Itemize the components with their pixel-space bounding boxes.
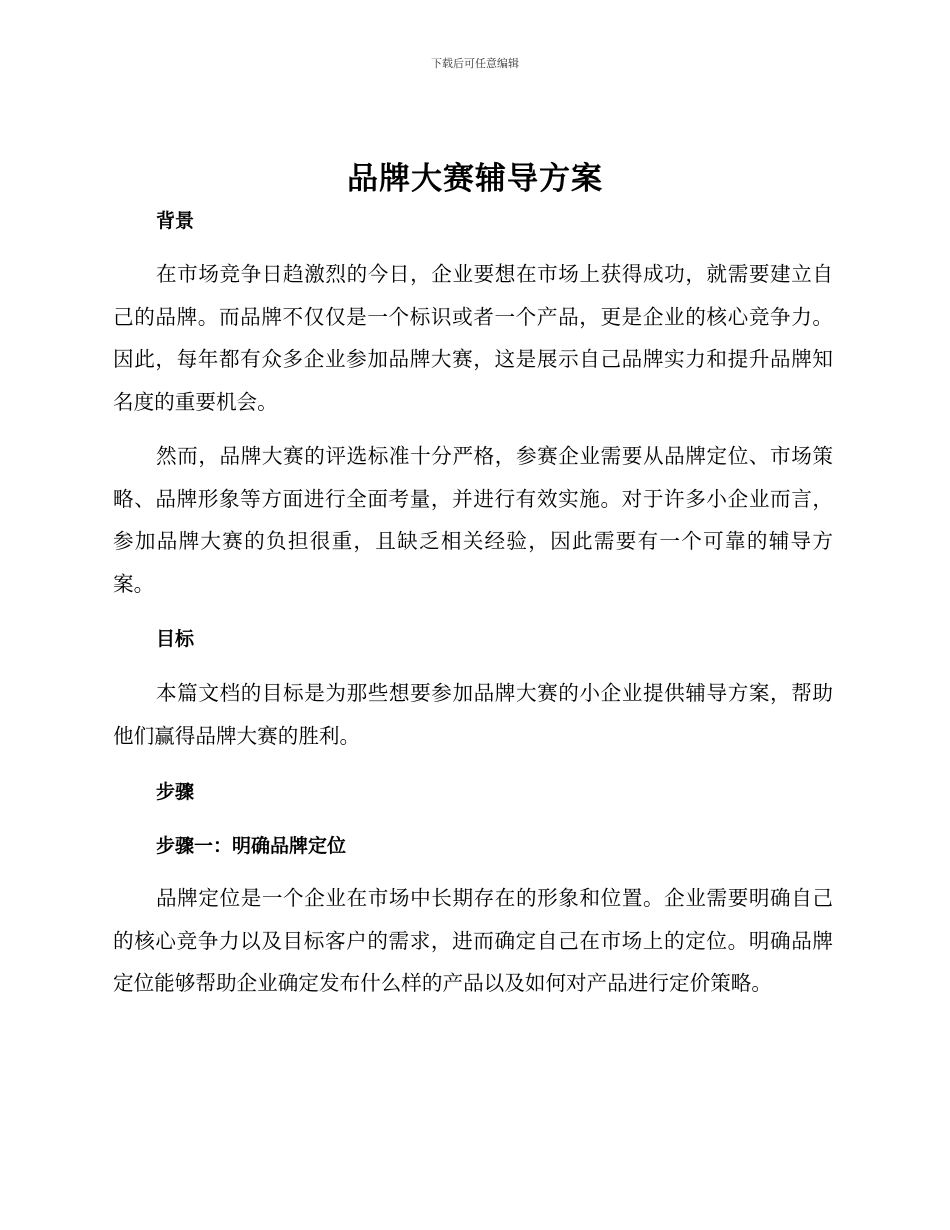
paragraph-background-2: 然而，品牌大赛的评选标准十分严格，参赛企业需要从品牌定位、市场策略、品牌形象等方面进行全面考量，并进行有效实施。对于许多小企业而言，参加品牌大赛的负担很重，且缺乏相关经验，因此需要有一个可靠的辅导方案。: [113, 444, 833, 596]
paragraph-goal-1: 本篇文档的目标是为那些想要参加品牌大赛的小企业提供辅导方案，帮助他们赢得品牌大赛的胜利。: [113, 681, 833, 748]
heading-step-1: 步骤一：明确品牌定位: [156, 835, 347, 857]
paragraph-background-1: 在市场竞争日趋激烈的今日，企业要想在市场上获得成功，就需要建立自己的品牌。而品牌不仅仅是一个标识或者一个产品，更是企业的核心竞争力。因此，每年都有众多企业参加品牌大赛，这是展示自己品牌实力和提升品牌知名度的重要机会。: [113, 262, 833, 414]
heading-steps: 步骤: [156, 781, 195, 803]
page-header-note: 下载后可任意编辑: [431, 57, 519, 70]
paragraph-step-1: 品牌定位是一个企业在市场中长期存在的形象和位置。企业需要明确自己的核心竞争力以及目标客户的需求，进而确定自己在市场上的定位。明确品牌定位能够帮助企业确定发布什么样的产品以及如何对产品进行定价策略。: [113, 886, 833, 995]
heading-background: 背景: [156, 210, 195, 232]
document-title: 品牌大赛辅导方案: [347, 161, 603, 197]
heading-goal: 目标: [156, 628, 195, 650]
